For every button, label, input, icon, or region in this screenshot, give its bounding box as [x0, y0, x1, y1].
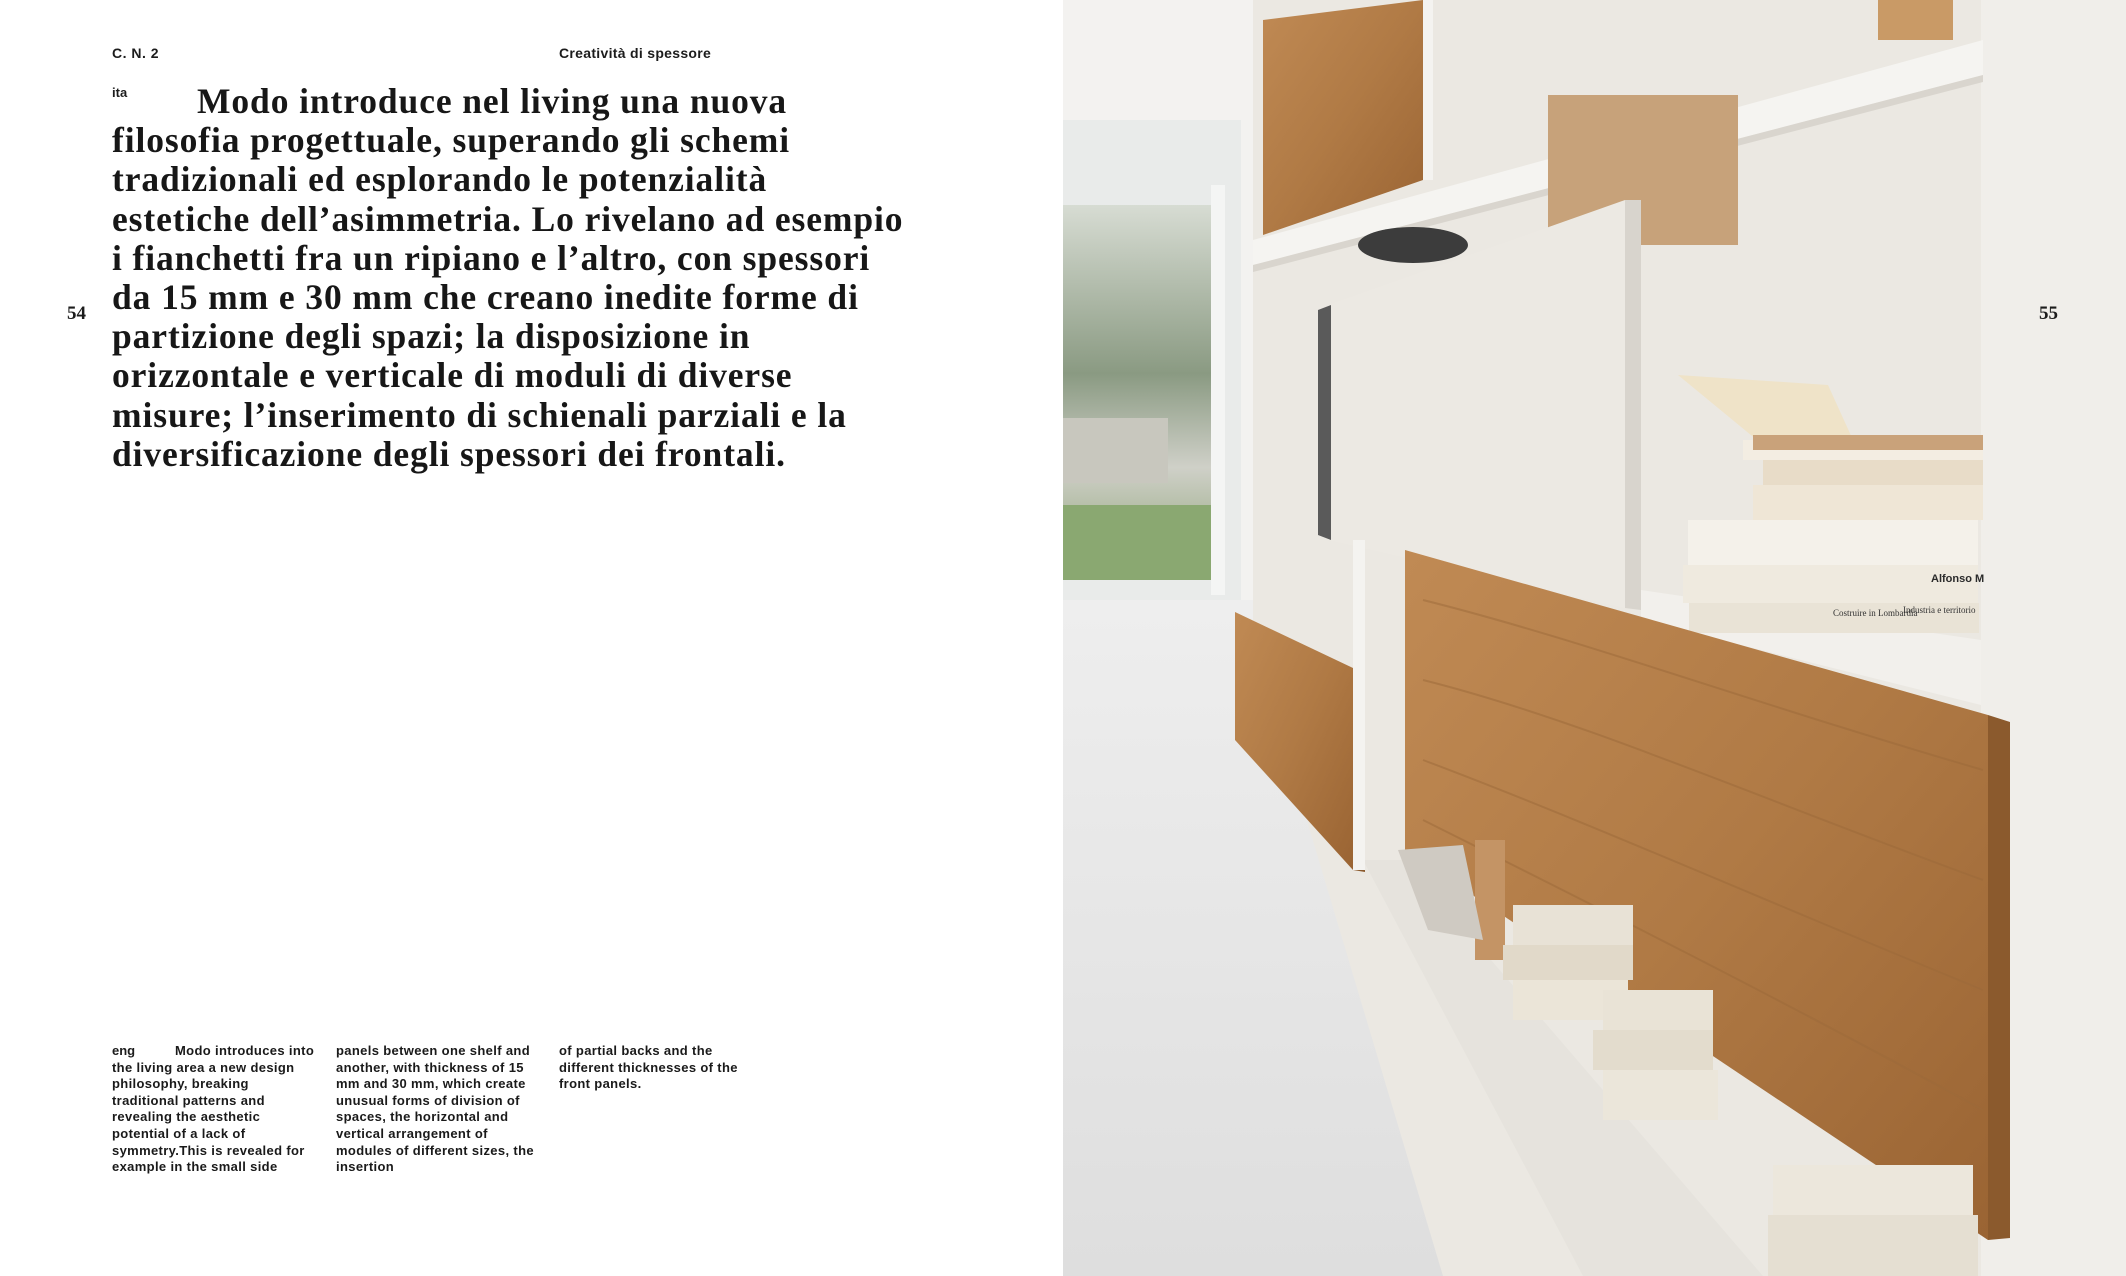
book-spine-3: Industria e territorio — [1903, 605, 1976, 615]
tv-screen — [1318, 305, 1331, 540]
page-number-right: 55 — [2039, 303, 2058, 324]
right-page-photo — [1063, 0, 2126, 1276]
section-title: Creatività di spessore — [559, 45, 712, 61]
italian-body-text: Modo introduce nel living una nuova filosofia progettuale, superando gli schemi tradizionali ed esplorando le potenzialità estetiche dell’asimmetria. Lo rivelano ad esempio i fianchetti fra un ripiano e l’altro, con spessori da 15 mm e 30 mm che creano inedite forme di partizione degli spazi; la disposizione in orizzontale e verticale di moduli di diverse misure; l’inserimento di schienali parziali e la diversificazione degli spessori dei frontali. — [112, 81, 904, 474]
page-number-left: 54 — [67, 303, 86, 324]
language-tag-eng: eng — [112, 1043, 136, 1058]
book-spine-2: Costruire in Lombardia — [1833, 608, 1918, 618]
garden-lawn — [1063, 505, 1211, 580]
back-panel-tan-top — [1878, 0, 1953, 40]
oak-drawer-large-edge — [1988, 715, 2010, 1240]
back-panel-tan-lower — [1475, 840, 1505, 960]
english-text-column-3: of partial backs and the different thicknesses of the front panels. — [559, 1043, 738, 1092]
divider-left — [1353, 540, 1365, 870]
divider-upper — [1423, 0, 1433, 180]
english-text-column-1: Modo introduces into the living area a new design philosophy, breaking traditional patterns and revealing the aesthetic potential of a lack of symmetry.This is revealed for example in the small side — [112, 1043, 315, 1175]
bookcase-photo — [1063, 0, 2126, 1276]
language-tag-ita: ita — [112, 85, 128, 100]
white-lacquer-edge — [1625, 200, 1641, 610]
decor-bowl — [1358, 227, 1468, 263]
garden-fence — [1063, 418, 1168, 483]
book-spine-1: Alfonso M — [1931, 573, 1985, 585]
english-text-column-2: panels between one shelf and another, with thickness of 15 mm and 30 mm, which create unusual forms of division of spaces, the horizontal and vertical arrangement of modules of different sizes, the insertion — [336, 1043, 534, 1175]
window-mullion — [1211, 185, 1225, 595]
section-code: C. N. 2 — [112, 45, 160, 61]
